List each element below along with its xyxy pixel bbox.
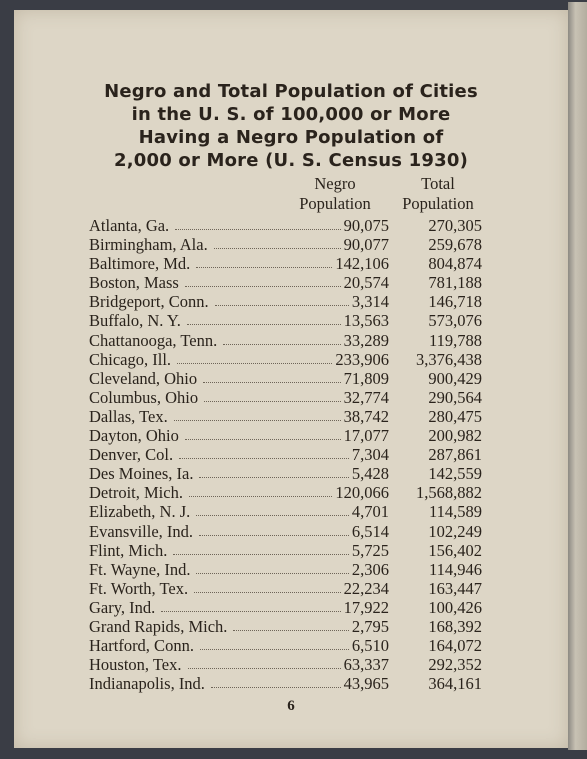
title-line: in the U. S. of 100,000 or More: [131, 104, 451, 125]
negro-population-value: 90,075: [343, 216, 389, 235]
negro-population-value: 17,922: [343, 597, 389, 617]
dot-leader: [196, 515, 349, 516]
negro-population-value: 90,077: [343, 235, 389, 255]
city-name: Chattanooga, Tenn.: [89, 330, 218, 350]
table-row: [89, 541, 484, 560]
total-population-value: 270,305: [428, 216, 482, 235]
table-row: [89, 216, 484, 235]
dot-leader: [194, 592, 341, 593]
population-table: [89, 216, 484, 693]
city-name: Detroit, Mich.: [89, 483, 183, 503]
total-population-value: 1,568,882: [416, 483, 482, 503]
dot-leader: [179, 458, 349, 459]
city-name: Elizabeth, N. J.: [89, 502, 191, 522]
total-population-value: 168,392: [428, 616, 482, 636]
table-row: [89, 445, 484, 464]
dot-leader: [187, 324, 341, 325]
table-row: [89, 331, 484, 350]
dot-leader: [215, 305, 349, 306]
table-row: [89, 655, 484, 674]
book-page: [14, 10, 568, 748]
dot-leader: [185, 286, 341, 287]
table-row: [89, 464, 484, 483]
city-name: Cleveland, Ohio: [89, 368, 198, 388]
total-population-value: 114,589: [428, 502, 482, 522]
city-name: Buffalo, N. Y.: [89, 311, 181, 331]
negro-population-value: 5,725: [351, 540, 389, 560]
dot-leader: [196, 573, 349, 574]
negro-population-value: 43,965: [343, 674, 389, 694]
dot-leader: [196, 267, 332, 268]
negro-population-value: 63,337: [343, 655, 389, 675]
negro-population-value: 7,304: [351, 445, 389, 465]
dot-leader: [233, 630, 349, 631]
city-name: Boston, Mass: [89, 273, 179, 293]
total-population-value: 114,946: [428, 559, 482, 579]
negro-population-value: 6,514: [351, 521, 389, 541]
total-population-value: 280,475: [428, 406, 482, 426]
dot-leader: [211, 687, 341, 688]
title-line: 2,000 or More (U. S. Census 1930): [113, 150, 469, 171]
negro-population-value: 142,106: [335, 254, 389, 274]
city-name: Indianapolis, Ind.: [89, 674, 205, 694]
negro-population-value: 38,742: [343, 406, 389, 426]
total-population-value: 900,429: [428, 368, 482, 388]
table-row: [89, 522, 484, 541]
city-name: Hartford, Conn.: [89, 636, 194, 656]
column-header-line: Total: [421, 174, 455, 193]
total-population-value: 292,352: [428, 655, 482, 675]
table-row: [89, 483, 484, 502]
city-name: Baltimore, Md.: [89, 254, 191, 274]
dot-leader: [174, 420, 341, 421]
negro-population-value: 32,774: [343, 387, 389, 407]
negro-population-value: 17,077: [343, 426, 389, 446]
city-name: Dallas, Tex.: [89, 406, 168, 426]
table-row: [89, 617, 484, 636]
city-name: Ft. Wayne, Ind.: [89, 559, 191, 579]
table-row: [89, 388, 484, 407]
table-row: [89, 407, 484, 426]
total-population-value: 119,788: [428, 330, 482, 350]
total-population-value: 804,874: [428, 254, 482, 274]
negro-population-value: 6,510: [351, 636, 389, 656]
dot-leader: [161, 611, 341, 612]
dot-leader: [199, 477, 349, 478]
total-population-value: 100,426: [428, 597, 482, 617]
table-row: [89, 311, 484, 330]
negro-population-value: 71,809: [343, 368, 389, 388]
dot-leader: [177, 363, 332, 364]
dot-leader: [199, 535, 349, 536]
total-population-value: 290,564: [428, 387, 482, 407]
total-population-value: 200,982: [428, 426, 482, 446]
table-row: [89, 350, 484, 369]
dot-leader: [185, 439, 341, 440]
book-page-edge: [568, 2, 587, 750]
negro-population-value: 4,701: [351, 502, 389, 522]
city-name: Chicago, Ill.: [89, 349, 172, 369]
dot-leader: [173, 554, 349, 555]
total-population-value: 259,678: [428, 235, 482, 255]
negro-population-value: 233,906: [335, 349, 389, 369]
total-population-value: 142,559: [428, 464, 482, 484]
dot-leader: [223, 344, 341, 345]
city-name: Grand Rapids, Mich.: [89, 616, 228, 636]
negro-population-value: 2,306: [351, 559, 389, 579]
column-header-line: Negro: [314, 174, 356, 193]
total-population-value: 156,402: [428, 540, 482, 560]
negro-population-value: 20,574: [343, 273, 389, 293]
city-name: Des Moines, Ia.: [89, 464, 194, 484]
table-row: [89, 598, 484, 617]
dot-leader: [200, 649, 349, 650]
total-population-value: 3,376,438: [416, 349, 482, 369]
column-header-total: [395, 174, 481, 214]
table-row: [89, 579, 484, 598]
city-name: Ft. Worth, Tex.: [89, 578, 189, 598]
city-name: Atlanta, Ga.: [89, 216, 170, 235]
city-name: Bridgeport, Conn.: [89, 292, 209, 312]
negro-population-value: 3,314: [351, 292, 389, 312]
table-row: [89, 369, 484, 388]
dot-leader: [175, 229, 341, 230]
negro-population-value: 22,234: [343, 578, 389, 598]
title-line: Negro and Total Population of Cities: [104, 81, 478, 102]
dot-leader: [189, 496, 332, 497]
table-row: [89, 674, 484, 693]
table-row: [89, 636, 484, 655]
table-row: [89, 254, 484, 273]
page-title: [14, 80, 568, 172]
total-population-value: 287,861: [428, 445, 482, 465]
table-row: [89, 502, 484, 521]
table-row: [89, 235, 484, 254]
title-line: Having a Negro Population of: [138, 127, 444, 148]
total-population-value: 102,249: [428, 521, 482, 541]
table-row: [89, 426, 484, 445]
negro-population-value: 13,563: [343, 311, 389, 331]
negro-population-value: 33,289: [343, 330, 389, 350]
total-population-value: 163,447: [428, 578, 482, 598]
negro-population-value: 5,428: [351, 464, 389, 484]
table-row: [89, 273, 484, 292]
page-number: 6: [287, 698, 295, 714]
negro-population-value: 2,795: [351, 616, 389, 636]
city-name: Denver, Col.: [89, 445, 174, 465]
city-name: Evansville, Ind.: [89, 521, 194, 541]
dot-leader: [203, 382, 341, 383]
dot-leader: [204, 401, 341, 402]
city-name: Gary, Ind.: [89, 597, 156, 617]
city-name: Dayton, Ohio: [89, 426, 179, 446]
city-name: Columbus, Ohio: [89, 387, 199, 407]
total-population-value: 364,161: [428, 674, 482, 694]
table-row: [89, 292, 484, 311]
negro-population-value: 120,066: [335, 483, 389, 503]
column-header-line: Population: [299, 194, 371, 213]
city-name: Flint, Mich.: [89, 540, 168, 560]
dot-leader: [214, 248, 341, 249]
column-header-negro: [292, 174, 378, 214]
total-population-value: 781,188: [428, 273, 482, 293]
total-population-value: 164,072: [428, 636, 482, 656]
city-name: Houston, Tex.: [89, 655, 182, 675]
city-name: Birmingham, Ala.: [89, 235, 208, 255]
total-population-value: 146,718: [428, 292, 482, 312]
table-row: [89, 560, 484, 579]
total-population-value: 573,076: [428, 311, 482, 331]
column-header-line: Population: [402, 194, 474, 213]
dot-leader: [188, 668, 341, 669]
